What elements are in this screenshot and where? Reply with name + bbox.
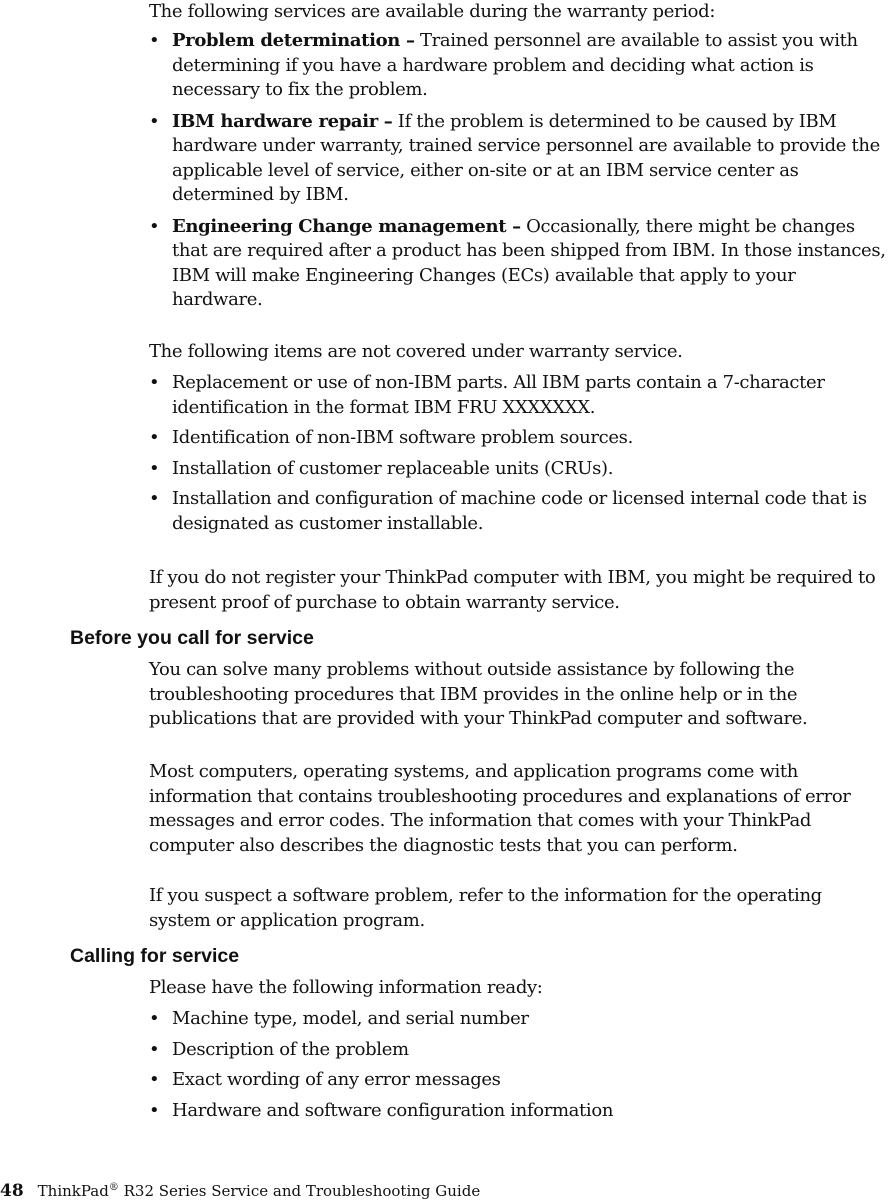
bullet: • bbox=[149, 1038, 160, 1060]
service-text: Occasionally, there might be changes that are required after a product has been shipped from IBM. In those instances, IBM will make Engineering Changes (ECs) available that apply to your hardware. bbox=[172, 215, 886, 310]
before-paragraph: If you suspect a software problem, refer to the information for the operating system or application program. bbox=[149, 885, 822, 931]
list-item bbox=[149, 1038, 888, 1063]
footer-brand: ThinkPad bbox=[37, 1182, 109, 1200]
bullet: • bbox=[149, 457, 160, 479]
before-paragraph: You can solve many problems without outside assistance by following the troubleshooting procedures that IBM provides in the online help or in the publications that are provided with your ThinkPad computer and software. bbox=[149, 659, 808, 729]
service-term: Problem determination – bbox=[172, 30, 415, 51]
heading-calling-for-service: Calling for service bbox=[70, 945, 240, 967]
calling-list bbox=[149, 1007, 888, 1123]
item-text: Description of the problem bbox=[172, 1038, 409, 1060]
list-item bbox=[149, 1007, 888, 1032]
list-item bbox=[149, 371, 888, 420]
list-item bbox=[149, 215, 888, 313]
bullet: • bbox=[149, 30, 160, 51]
bullet: • bbox=[149, 488, 160, 509]
list-item bbox=[149, 487, 888, 536]
services-list bbox=[149, 29, 888, 313]
item-text: Installation of customer replaceable units (CRUs). bbox=[172, 457, 614, 479]
bullet: • bbox=[149, 215, 160, 237]
bullet: • bbox=[149, 110, 160, 132]
footer-title: R32 Series Service and Troubleshooting Guide bbox=[118, 1182, 481, 1200]
item-text: Identification of non-IBM software problem sources. bbox=[172, 427, 633, 448]
before-paragraph: Most computers, operating systems, and application programs come with information that contains troubleshooting procedures and explanations of error messages and error codes. The information that comes with your ThinkPad computer also describes the diagnostic tests that you can perform. bbox=[149, 761, 851, 856]
bullet: • bbox=[149, 1099, 160, 1121]
bullet: • bbox=[149, 1008, 160, 1029]
service-text: Trained personnel are available to assist you with determining if you have a hardware problem and deciding what action is necessary to fix the problem. bbox=[172, 30, 858, 100]
item-text: Hardware and software configuration information bbox=[172, 1099, 614, 1121]
bullet: • bbox=[149, 427, 160, 448]
calling-intro: Please have the following information ready: bbox=[149, 977, 543, 998]
registered-mark: ® bbox=[108, 1182, 119, 1193]
item-text: Installation and configuration of machine code or licensed internal code that is designated as customer installable. bbox=[172, 488, 867, 534]
item-text: Replacement or use of non-IBM parts. All IBM parts contain a 7-character identification in the format IBM FRU XXXXXXX. bbox=[172, 372, 825, 418]
register-note: If you do not register your ThinkPad computer with IBM, you might be required to present proof of purchase to obtain warranty service. bbox=[149, 567, 876, 613]
item-text: Machine type, model, and serial number bbox=[172, 1008, 529, 1029]
services-intro: The following services are available during the warranty period: bbox=[149, 1, 716, 22]
bullet: • bbox=[149, 372, 160, 393]
list-item bbox=[149, 110, 888, 208]
service-text: If the problem is determined to be caused by IBM hardware under warranty, trained service personnel are available to provide the applicable level of service, either on-site or at an IBM service center as determined by IBM. bbox=[172, 110, 880, 205]
list-item bbox=[149, 1099, 888, 1124]
list-item bbox=[149, 457, 888, 482]
item-text: Exact wording of any error messages bbox=[172, 1069, 501, 1090]
service-term: Engineering Change management – bbox=[172, 215, 521, 237]
not-covered-intro: The following items are not covered under warranty service. bbox=[149, 341, 683, 362]
service-term: IBM hardware repair – bbox=[172, 110, 393, 132]
list-item bbox=[149, 426, 888, 451]
page-number: 48 bbox=[0, 1181, 24, 1201]
heading-before-you-call: Before you call for service bbox=[70, 627, 314, 649]
not-covered-list bbox=[149, 371, 888, 536]
page-footer bbox=[0, 1181, 480, 1201]
bullet: • bbox=[149, 1069, 160, 1090]
list-item bbox=[149, 29, 888, 103]
list-item bbox=[149, 1068, 888, 1093]
